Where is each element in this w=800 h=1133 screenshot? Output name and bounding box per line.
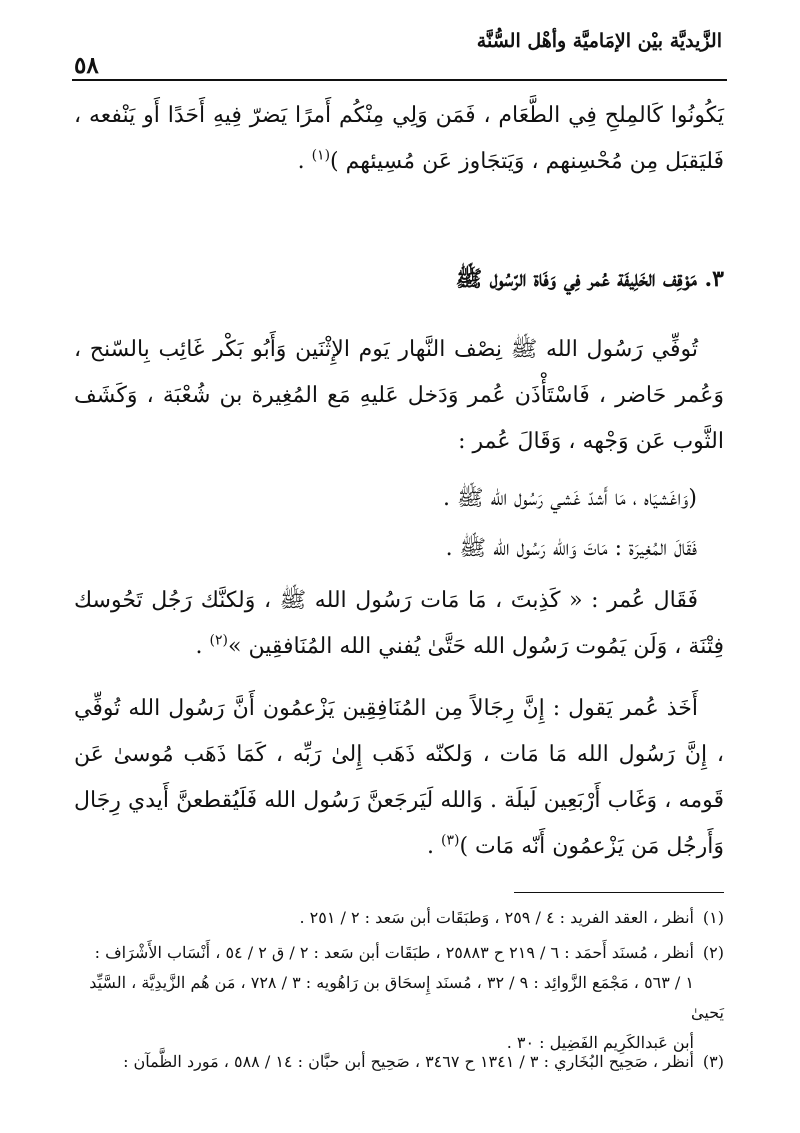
paragraph-2-end: . [195, 634, 203, 659]
quote-line-1: (وَاغَشيَاه ، مَا أَشدّ غَشي رَسُول الله ﷺ . [443, 486, 697, 511]
header-divider [72, 79, 727, 81]
running-header-title: الزَّيديَّة بيْن الإمَاميَّة وأهْل السُّنَّة [476, 30, 722, 52]
footnote-ref-2[interactable]: (٢) [209, 632, 229, 649]
paragraph-3-text: أَخَذ عُمر يَقول : إِنَّ رِجَالاً مِن المُنَافِقِين يَزْعمُون أَنَّ رَسُول الله تُوفِّي ، إِنَّ رَسُول الله مَا مَات ، وَلكنّه ذَهَب إِلىٰ رَبِّه ، كَمَا ذَهَب مُوسىٰ عَن قَومه ، وَغَاب أَرْبَعِين لَيلَة . وَالله لَيَرجَعنَّ رَسُول الله فَلَيُقطعنَّ أَيدي رِجَال وَأَرجُل مَن يَزْعمُون أَنّه مَات ) [74, 696, 724, 859]
footnote-ref-3[interactable]: (٣) [440, 832, 460, 849]
footnote-1 [74, 903, 724, 933]
paragraph-1: تُوفِّي رَسُول الله ﷺ نِصْف النَّهار يَوم الإِثْنَين وَأَبُو بَكْر غَائِب بِالسّنح ، وَعُمر حَاضر ، فَاسْتَأْذَن عُمر وَدَخل عَليهِ مَع المُغِيرة بن شُعْبَة ، وَكَشَف الثَّوب عَن وَجْهه ، وَقَالَ عُمر : [74, 337, 724, 454]
footnote-text: أنظر ، صَحِيح البُخَاري : ٣ / ١٣٤١ ح ٣٤٦٧ ، صَحِيح أبن حبَّان : ١٤ / ٥٨٨ ، مَورد الظَّمآن : [123, 1052, 694, 1071]
quote-line-2: فَقَالَ المُغِيرَة : مَاتَ وَالله رَسُول الله ﷺ . [445, 536, 697, 561]
footnote-divider [514, 892, 724, 893]
paragraph-3-end: . [426, 834, 434, 859]
footnote-number: (٣) [702, 1052, 724, 1071]
footnote-number: (٢) [702, 943, 724, 962]
paragraph-2 [74, 578, 724, 670]
footnote-3 [74, 1047, 724, 1077]
intro-end: . [297, 149, 305, 174]
footnote-2 [74, 938, 724, 1058]
footnote-text: أنظر ، مُسنَد أَحمَد : ٦ / ٢١٩ ح ٢٥٨٨٣ ، طبَقَات أبن سَعد : ٢ / ق ٢ / ٥٤ ، أَنْسَاب الأَشْرَاف : [94, 943, 694, 962]
paragraph-2-text: فَقَال عُمر : « كَذِبتَ ، مَا مَات رَسُول الله ﷺ ، وَلكنَّك رَجُل تَحُوسك فِتْنَة ، وَلَن يَمُوت رَسُول الله حَتَّىٰ يُفني الله المُنَافقِين » [74, 588, 724, 659]
footnote-text: أنظر ، العقد الفريد : ٤ / ٢٥٩ ، وَطبَقَات أبن سَعد : ٢ / ٢٥١ . [299, 908, 694, 927]
footnote-ref-1[interactable]: (١) [311, 147, 331, 164]
footnote-text-continued: ١ / ٥٦٣ ، مَجْمَع الزَّوائِد : ٩ / ٣٢ ، مُسنَد إِسحَاق بن رَاهُويه : ٣ / ٧٢٨ ، مَن هُم الزَّيدِيَّة ، السَّيِّد يَحيىٰ [89, 973, 724, 1022]
page-number: ٥٨ [74, 52, 99, 79]
paragraph-3 [74, 686, 724, 870]
intro-paragraph [74, 93, 724, 185]
footnote-number: (١) [702, 908, 724, 927]
intro-text: يَكُونُوا كَالمِلحِ فِي الطَّعَام ، فَمَن وَلِي مِنْكُم أَمرًا يَضرّ فِيهِ أَحَدًا أَو يَنْفعه ، فَليَقبَل مِن مُحْسِنهم ، وَيَتجَاوز عَن مُسِيئهم ) [74, 103, 724, 174]
footnote-text-continued: أبن عَبدالكَرِيم الفَضِيل : ٣٠ . [506, 1033, 694, 1052]
section-heading: ٣. مَوْقِف الخَلِيفَة عُمر فِي وَفَاة الرّسُول ﷺ [455, 266, 724, 292]
